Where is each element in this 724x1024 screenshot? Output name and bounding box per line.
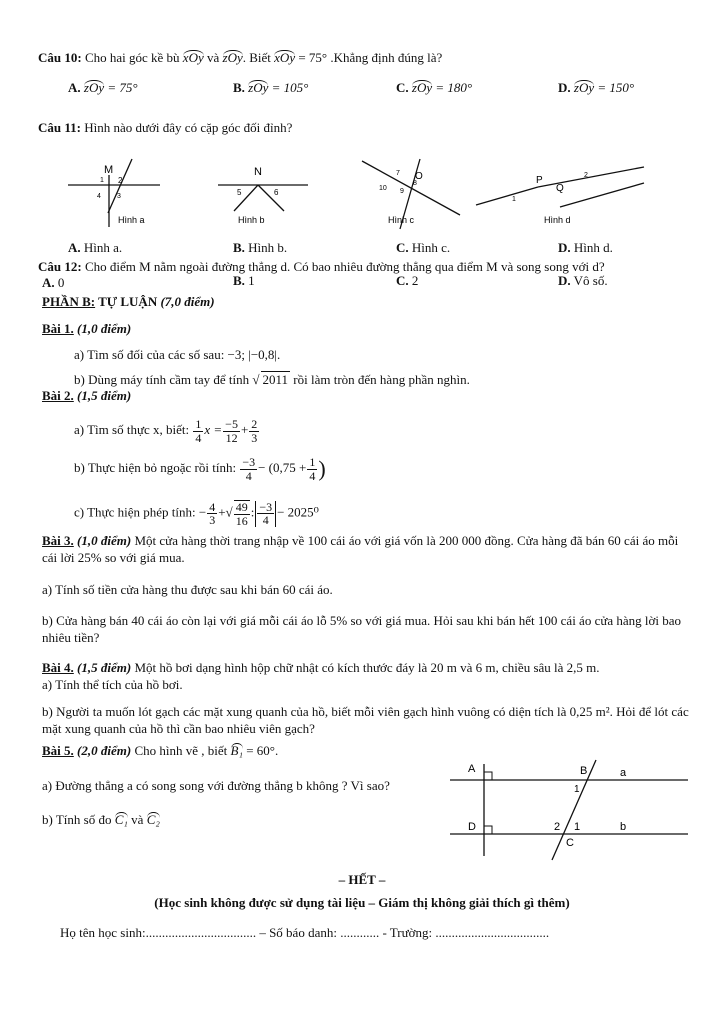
figure-point-a: A (468, 763, 476, 775)
figure-a-label: 1 (100, 177, 104, 184)
bai-5-part-b: b) Tính số đo C₁ và C₂ (42, 812, 160, 827)
figure-b-caption: Hình b (238, 215, 265, 225)
bai-4-heading (42, 660, 600, 676)
figure-c-label: 10 (379, 185, 387, 192)
figure-c-caption: Hình c (388, 215, 415, 225)
figure-c-label: 9 (400, 188, 404, 195)
question-12-option-d: D. Vô số. (558, 273, 608, 288)
figure-line-a: a (620, 767, 627, 779)
figure-c-label: 7 (396, 170, 400, 177)
figure-point-b: B (580, 765, 588, 777)
figure-c-label-o: O (415, 171, 423, 182)
bai-4-label: Bài 4. (42, 660, 74, 675)
bai-4-text: Một hồ bơi dạng hình hộp chữ nhật có kích thước đáy là 20 m và 6 m, chiều sâu là 2,5 m. (131, 660, 600, 675)
figure-a-label-m: M (104, 164, 114, 176)
end-marker: – HẾT – (338, 872, 386, 887)
bai-3-part-b: b) Cửa hàng bán 40 cái áo còn lại với giá mỗi cái áo lỗ 5% so với giá mua. Hỏi sau khi bán hết 100 cái áo cửa hàng lời bao nhiêu tiền? (42, 613, 682, 645)
bai-3-heading (42, 532, 686, 566)
bai-5-figure (448, 756, 698, 866)
figure-line-b: b (620, 821, 627, 833)
figure-point-d: D (468, 821, 476, 833)
figure-a-label: 3 (117, 193, 121, 200)
bai-4-points: (1,5 điểm) (73, 660, 132, 675)
angle-zoy: zOy (222, 50, 243, 65)
bai-5-label: Bài 5. (42, 743, 74, 758)
figure-a-label: 2 (118, 176, 123, 185)
angle-xoy: xOy (182, 50, 204, 65)
question-12-option-a: A. 0 (42, 275, 65, 290)
bai-2-part-b: b) Thực hiện bỏ ngoặc rồi tính: $\frac{-3}{4}$ − (0,75 + $\frac{1}{4}$ ) (74, 455, 326, 483)
bai-2-part-c: c) Thực hiện phép tính: − $\frac{4}{3}$ +√ $\frac{49}{16}$ : $\frac{-3}{4}$ − 2025⁰ (74, 499, 319, 528)
question-11-option-d: D. Hình d. (558, 240, 613, 255)
question-11-figures (60, 155, 700, 235)
figure-b-label-n: N (254, 166, 262, 178)
figure-a (68, 159, 160, 227)
figure-d-label-p: P (536, 175, 543, 186)
figure-c (362, 159, 460, 229)
question-11-option-a: A. Hình a. (68, 240, 123, 255)
part-b-heading (42, 294, 215, 310)
bai-4-part-b: b) Người ta muốn lót gạch các mặt xung quanh của hồ, biết mỗi viên gạch hình vuông có diện tích là 0,25 m². Hỏi để lót các mặt xung quanh của hồ thì cần bao nhiêu viên gạch? (42, 704, 689, 736)
question-11-option-c: C. Hình c. (396, 240, 451, 255)
figure-d-label-q: Q (556, 183, 564, 194)
figure-b-label: 5 (237, 188, 242, 197)
question-11 (38, 120, 292, 136)
question-10-text: = 75° .Khẳng định đúng là? (295, 50, 443, 65)
question-10-text: Cho hai góc kề bù (81, 50, 183, 65)
angle-b1: B₁ (230, 743, 243, 758)
bai-5-heading: Bài 5. (2,0 điểm) Cho hình vẽ , biết B₁ = 60°. (42, 743, 279, 758)
question-11-option-b: B. Hình b. (233, 240, 288, 255)
footer-note: (Học sinh không được sử dụng tài liệu – Giám thị không giải thích gì thêm) (154, 895, 570, 910)
bai-1-label: Bài 1. (42, 321, 74, 336)
question-10-option-a: A. zOy = 75° (68, 80, 138, 95)
figure-angle-c1: 1 (574, 821, 581, 833)
question-12-option-c: C. 2 (396, 273, 419, 288)
figure-angle-c2: 2 (554, 821, 561, 833)
bai-1-heading (42, 321, 131, 337)
question-11-label: Câu 11: (38, 120, 81, 135)
bai-1-points: (1,0 điểm) (73, 321, 132, 336)
sqrt-2011: 2011 (262, 372, 289, 387)
angle-xoy: xOy (274, 50, 296, 65)
figure-point-c: C (566, 837, 574, 849)
question-12-label: Câu 12: (38, 259, 82, 274)
bai-5-part-a: a) Đường thẳng a có song song với đường thẳng b không ? Vì sao? (42, 778, 390, 793)
part-b-points: (7,0 điểm) (157, 294, 215, 309)
figure-d-label: 1 (512, 196, 516, 203)
question-10-option-b: B. zOy = 105° (233, 80, 309, 95)
question-12 (38, 259, 605, 275)
bai-3-label: Bài 3. (42, 533, 74, 548)
bai-3-text: Một cửa hàng thời trang nhập về 100 cái áo với giá vốn là 200 000 đồng. Cửa hàng đã bán 60 cái áo mỗi cái lời 25% so với giá mua. (42, 533, 679, 565)
question-10-option-c: C. zOy = 180° (396, 80, 473, 95)
figure-d-caption: Hình d (544, 215, 571, 225)
question-10-text: . Biết (242, 50, 275, 65)
part-b-label: PHẦN B: (42, 294, 96, 309)
question-12-text: Cho điểm M nằm ngoài đường thẳng d. Có bao nhiêu đường thẳng qua điểm M và song song với d? (81, 259, 605, 274)
bai-3-points: (1,0 điểm) (73, 533, 132, 548)
figure-a-caption: Hình a (118, 215, 145, 225)
figure-c-label: 8 (413, 180, 417, 187)
angle-c2: C₂ (146, 812, 160, 827)
question-10-text: và (203, 50, 223, 65)
angle-c1: C₁ (114, 812, 128, 827)
question-10-option-d: D. zOy = 150° (558, 80, 635, 95)
figure-b-label: 6 (274, 188, 279, 197)
bai-1-part-b: b) Dùng máy tính cầm tay để tính √ 2011 rồi làm tròn đến hàng phần nghìn. (74, 372, 470, 387)
figure-angle-b1: 1 (574, 784, 580, 795)
bai-5-points: (2,0 điểm) (73, 743, 132, 758)
figure-b (218, 166, 308, 225)
bai-2-label: Bài 2. (42, 388, 74, 403)
question-10 (38, 50, 442, 66)
figure-d (476, 167, 644, 225)
bai-2-heading (42, 388, 131, 404)
question-11-text: Hình nào dưới đây có cặp góc đối đỉnh? (80, 120, 293, 135)
bai-2-part-a: a) Tìm số thực x, biết: $\frac{1}{4}$ x = $\frac{-5}{12}$ + $\frac{2}{3}$ (74, 417, 258, 445)
question-10-label: Câu 10: (38, 50, 82, 65)
student-info-line: Họ tên học sinh:.................................. – Số báo danh: ............ - Trường: ................................... (60, 925, 550, 940)
bai-4-part-a: a) Tính thể tích của hồ bơi. (42, 677, 183, 692)
bai-1-part-a: a) Tìm số đối của các số sau: −3; |−0,8|. (74, 347, 281, 362)
bai-2-points: (1,5 điểm) (73, 388, 132, 403)
figure-a-label: 4 (97, 193, 101, 200)
part-b-title: TỰ LUẬN (95, 294, 158, 309)
figure-d-label: 2 (584, 172, 588, 179)
question-12-option-b: B. 1 (233, 273, 255, 288)
bai-3-part-a: a) Tính số tiền cửa hàng thu được sau khi bán 60 cái áo. (42, 582, 333, 597)
